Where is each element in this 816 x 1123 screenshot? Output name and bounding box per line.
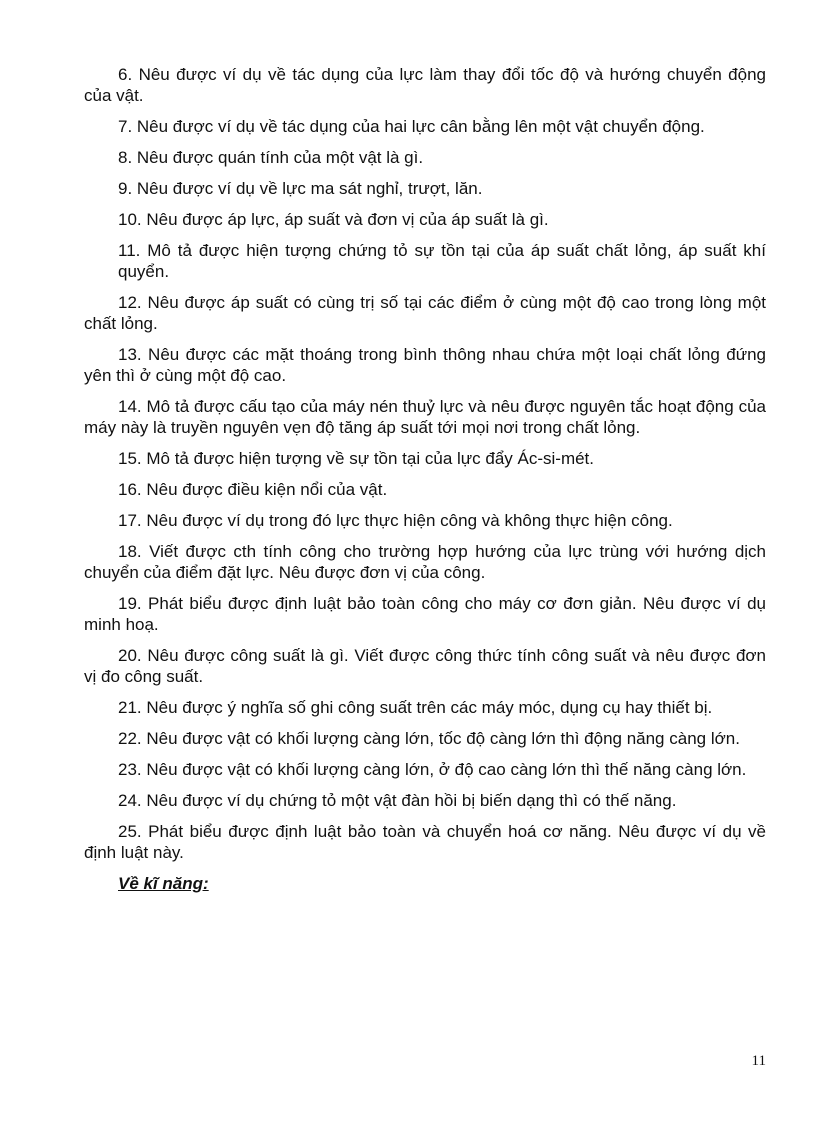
list-item: 6. Nêu được ví dụ về tác dụng của lực làm thay đổi tốc độ và hướng chuyển động của vật. xyxy=(84,65,766,105)
list-item: 12. Nêu được áp suất có cùng trị số tại các điểm ở cùng một độ cao trong lòng một chất lỏng. xyxy=(84,293,766,333)
list-item: 17. Nêu được ví dụ trong đó lực thực hiện công và không thực hiện công. xyxy=(118,511,673,530)
list-item: 25. Phát biểu được định luật bảo toàn và chuyển hoá cơ năng. Nêu được ví dụ về định luật này. xyxy=(84,822,766,862)
list-item: 7. Nêu được ví dụ về tác dụng của hai lực cân bằng lên một vật chuyển động. xyxy=(118,117,705,136)
list-item: 19. Phát biểu được định luật bảo toàn công cho máy cơ đơn giản. Nêu được ví dụ minh hoạ. xyxy=(84,594,766,634)
list-item: 15. Mô tả được hiện tượng về sự tồn tại của lực đẩy Ác-si-mét. xyxy=(118,449,595,468)
list-item: 23. Nêu được vật có khối lượng càng lớn, ở độ cao càng lớn thì thế năng càng lớn. xyxy=(118,760,747,779)
list-item: 10. Nêu được áp lực, áp suất và đơn vị của áp suất là gì. xyxy=(118,210,549,229)
section-heading: Về kĩ năng: xyxy=(118,874,209,893)
list-item: 9. Nêu được ví dụ về lực ma sát nghỉ, trượt, lăn. xyxy=(118,179,483,198)
list-item: 14. Mô tả được cấu tạo của máy nén thuỷ lực và nêu được nguyên tắc hoạt động của máy này là truyền nguyên vẹn độ tăng áp suất tới mọi nơi trong chất lỏng. xyxy=(84,397,766,437)
page-number: 11 xyxy=(751,1053,766,1069)
list-item: 20. Nêu được công suất là gì. Viết được công thức tính công suất và nêu được đơn vị đo công suất. xyxy=(84,646,766,686)
list-item: 21. Nêu được ý nghĩa số ghi công suất trên các máy móc, dụng cụ hay thiết bị. xyxy=(118,698,713,717)
list-item: 8. Nêu được quán tính của một vật là gì. xyxy=(118,148,424,167)
list-item: 13. Nêu được các mặt thoáng trong bình thông nhau chứa một loại chất lỏng đứng yên thì ở cùng một độ cao. xyxy=(84,345,766,385)
list-item: 18. Viết được cth tính công cho trường hợp hướng của lực trùng với hướng dịch chuyển của điểm đặt lực. Nêu được đơn vị của công. xyxy=(84,542,766,582)
list-item: 16. Nêu được điều kiện nổi của vật. xyxy=(118,480,388,499)
list-item: 11. Mô tả được hiện tượng chứng tỏ sự tồn tại của áp suất chất lỏng, áp suất khí quyển. xyxy=(118,241,766,281)
list-item: 22. Nêu được vật có khối lượng càng lớn, tốc độ càng lớn thì động năng càng lớn. xyxy=(118,729,740,748)
objectives-list xyxy=(84,64,766,894)
list-item: 24. Nêu được ví dụ chứng tỏ một vật đàn hồi bị biến dạng thì có thế năng. xyxy=(118,791,677,810)
